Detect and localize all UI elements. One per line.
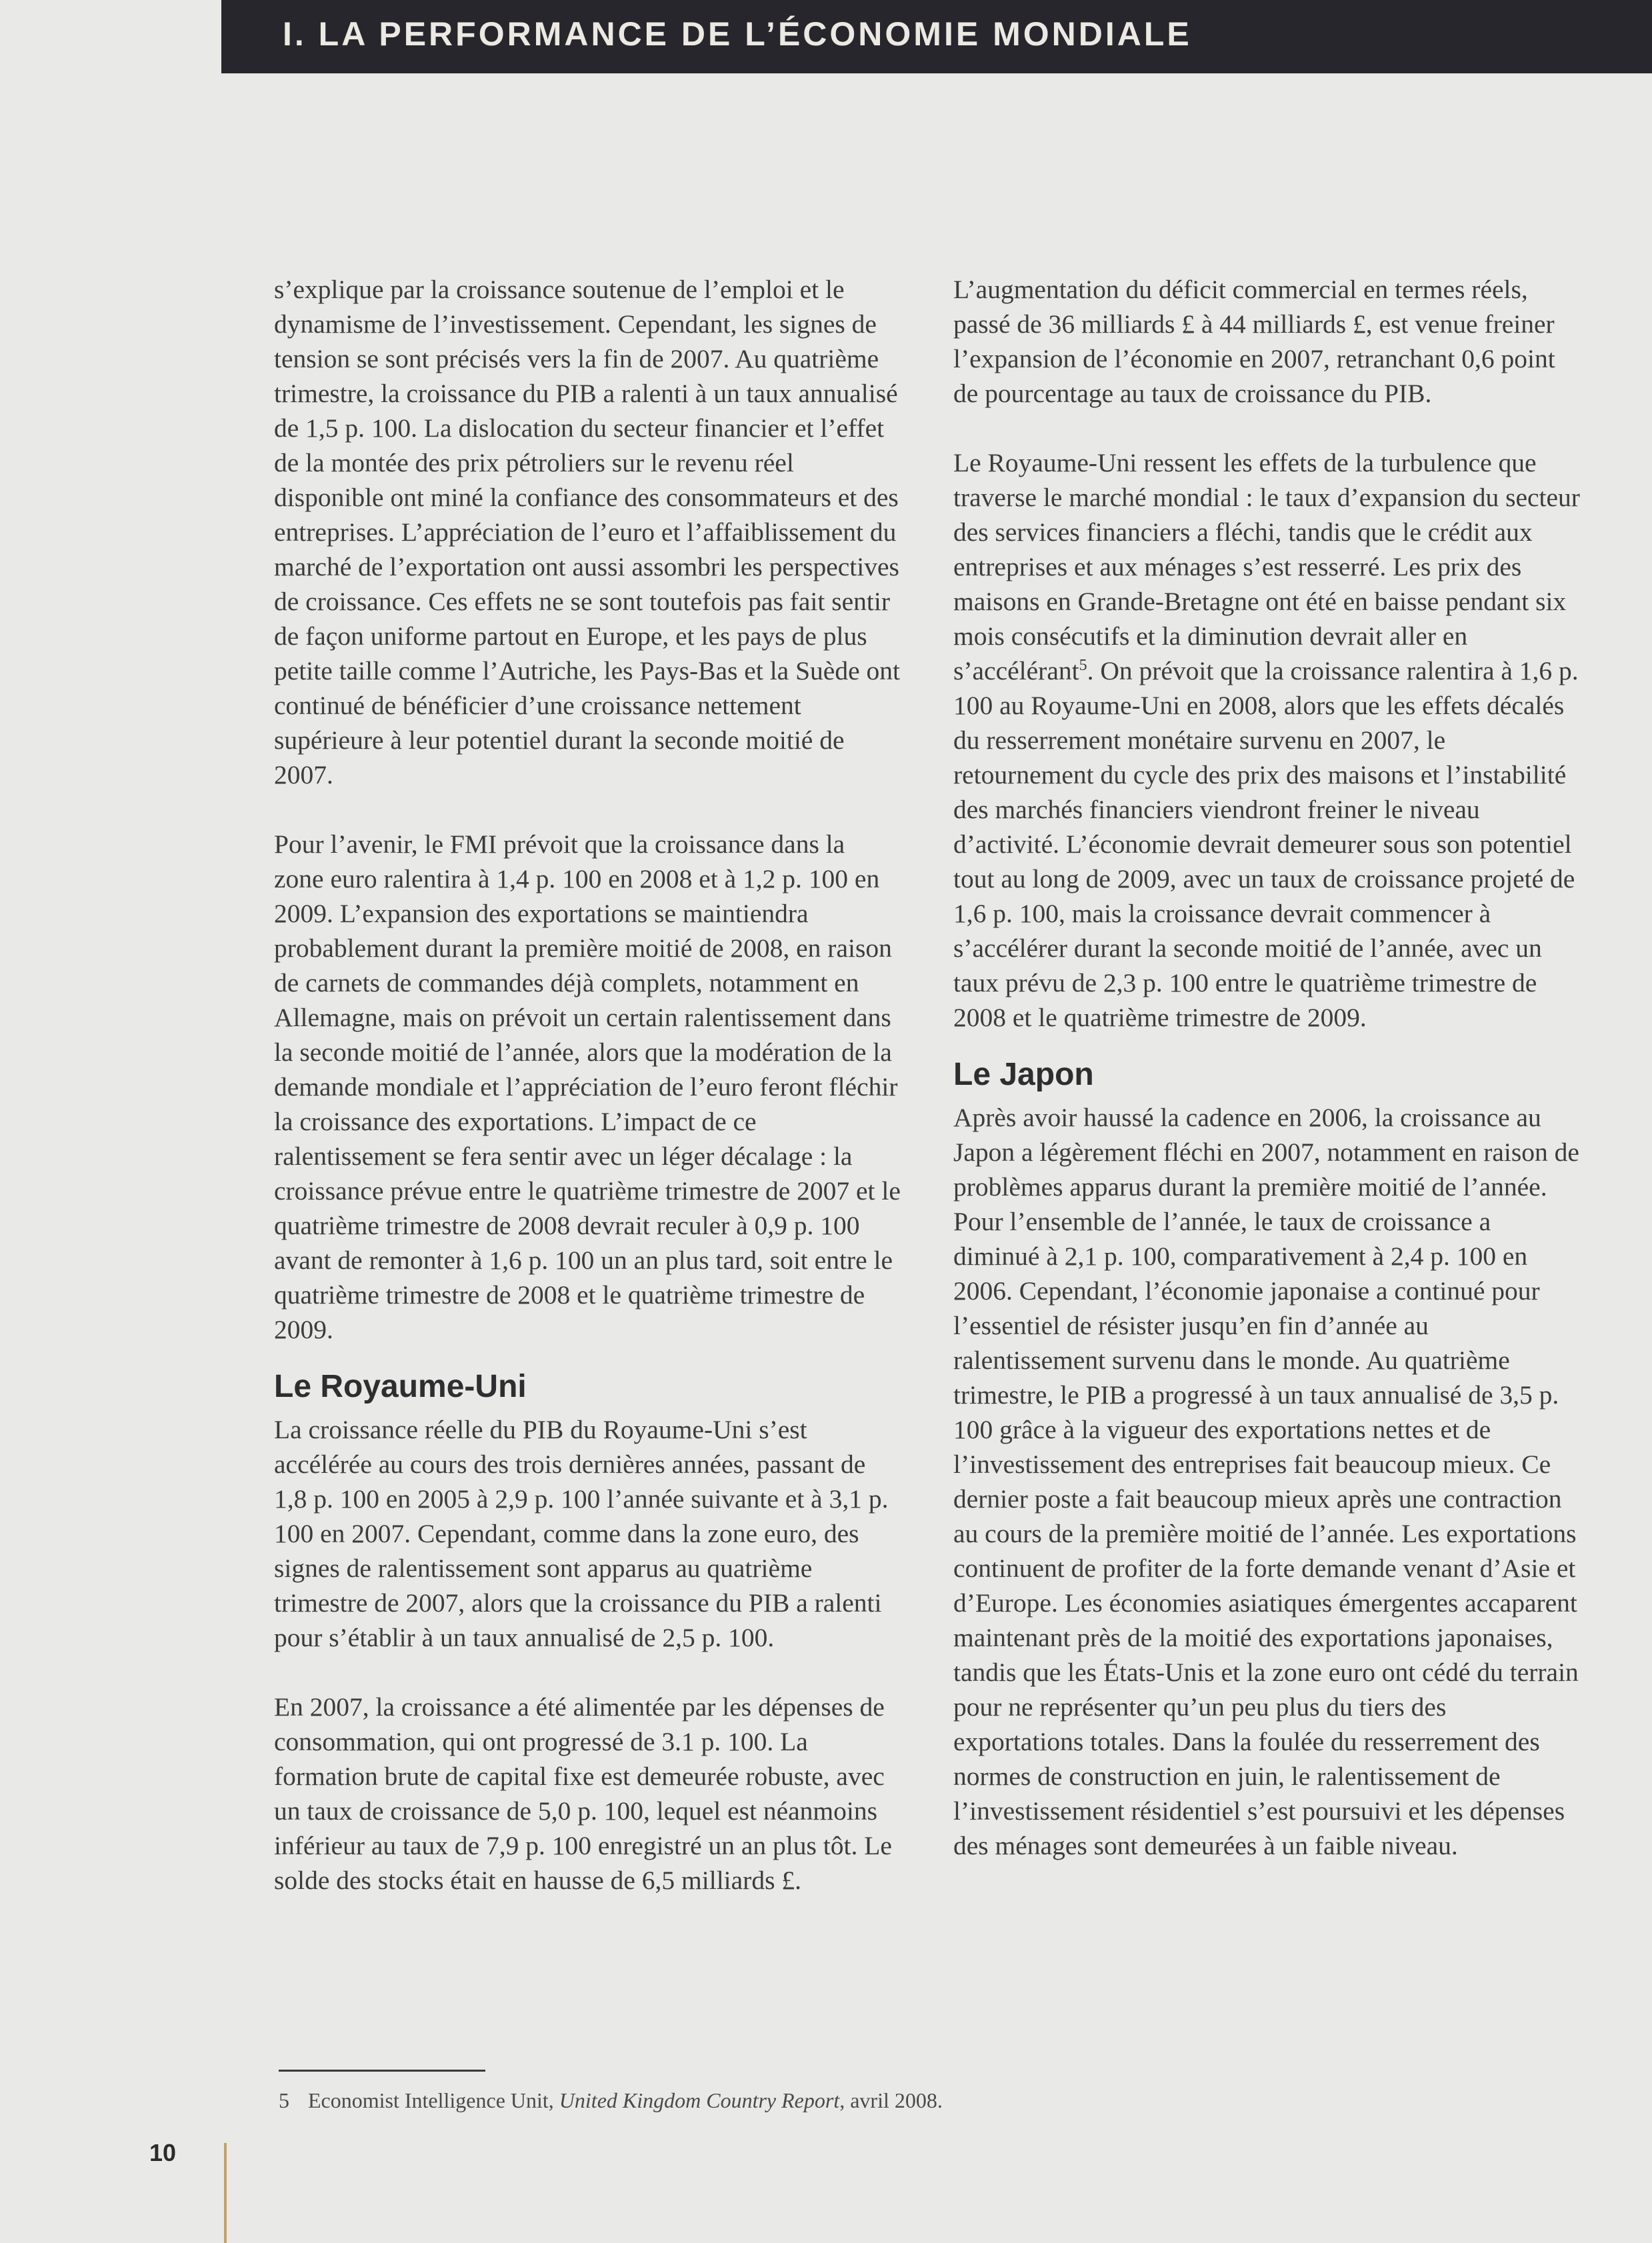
paragraph: Après avoir haussé la cadence en 2006, la croissance au Japon a légèrement fléchi en 2007, notamment en raison de problèmes apparus durant la première moitié de l’année. Pour l’ensemble de l’année, le taux de croissance a diminué à 2,1 p. 100, comparativement à 2,4 p. 100 en 2006. Cependant, l’économie japonaise a continué pour l’essentiel de résister jusqu’en fin d’année au ralentissement survenu dans le monde. Au quatrième trimestre, le PIB a progressé à un taux annualisé de 3,5 p. 100 grâce à la vigueur des exportations nettes et de l’investissement des entreprises fait beaucoup mieux. Ce dernier poste a fait beaucoup mieux après une contraction au cours de la première moitié de l’année. Les exportations continuent de profiter de la forte demande venant d’Asie et d’Europe. Les économies asiatiques émergentes accaparent maintenant près de la moitié des exportations japonaises, tandis que les États-Unis et la zone euro ont cédé du terrain pour ne représenter qu’un peu plus du tiers des exportations totales. Dans la foulée du resserrement des normes de construction en juin, le ralentissement de l’investissement résidentiel s’est poursuivi et les dépenses des ménages sont demeurées à un faible niveau. bbox=[953, 1103, 1579, 1860]
footnote-text-end: , avril 2008. bbox=[839, 2088, 943, 2112]
paragraph: En 2007, la croissance a été alimentée par les dépenses de consommation, qui ont progressé de 3.1 p. 100. La formation brute de capital fixe est demeurée robuste, avec un taux de croissance de 5,0 p. 100, lequel est néanmoins inférieur au taux de 7,9 p. 100 enregistré un an plus tôt. Le solde des stocks était en hausse de 6,5 milliards £. bbox=[274, 1692, 892, 1895]
paragraph-text: Le Royaume-Uni ressent les effets de la turbulence que traverse le marché mondial : le taux d’expansion du secteur des services financiers a fléchi, tandis que le crédit aux entreprises et aux ménages s’est resserré. Les prix des maisons en Grande-Bretagne ont été en baisse pendant six mois consécutifs et la diminution devrait aller en s’accélérant bbox=[953, 448, 1580, 685]
left-column bbox=[274, 272, 901, 1932]
section-heading-uk: Le Royaume-Uni bbox=[274, 1369, 527, 1404]
chapter-title: I. LA PERFORMANCE DE L’ÉCONOMIE MONDIALE bbox=[283, 15, 1192, 53]
footnote-text: Economist Intelligence Unit, bbox=[308, 2088, 559, 2112]
footnote-reference[interactable]: 5 bbox=[1079, 656, 1087, 674]
paragraph: La croissance réelle du PIB du Royaume-Uni s’est accélérée au cours des trois dernières années, passant de 1,8 p. 100 en 2005 à 2,9 p. 100 l’année suivante et à 3,1 p. 100 en 2007. Cependant, comme dans la zone euro, des signes de ralentissement sont apparus au quatrième trimestre de 2007, alors que la croissance du PIB a ralenti pour s’établir à un taux annualisé de 2,5 p. 100. bbox=[274, 1415, 889, 1652]
footnote-divider bbox=[279, 2070, 485, 2072]
page-margin-rule bbox=[224, 2143, 227, 2243]
paragraph: Pour l’avenir, le FMI prévoit que la croissance dans la zone euro ralentira à 1,4 p. 100 en 2008 et à 1,2 p. 100 en 2009. L’expansion des exportations se maintiendra probablement durant la première moitié de 2008, en raison de carnets de commandes déjà complets, notamment en Allemagne, mais on prévoit un certain ralentissement dans la seconde moitié de l’année, alors que la modération de la demande mondiale et l’appréciation de l’euro feront fléchir la croissance des exportations. L’impact de ce ralentissement se fera sentir avec un léger décalage : la croissance prévue entre le quatrième trimestre de 2007 et le quatrième trimestre de 2008 devrait reculer à 0,9 p. 100 avant de remonter à 1,6 p. 100 un an plus tard, soit entre le quatrième trimestre de 2008 et le quatrième trimestre de 2009. bbox=[274, 829, 901, 1344]
paragraph: s’explique par la croissance soutenue de l’emploi et le dynamisme de l’investissement. Cependant, les signes de tension se sont précisés vers la fin de 2007. Au quatrième trimestre, la croissance du PIB a ralenti à un taux annualisé de 1,5 p. 100. La dislocation du secteur financier et l’effet de la montée des prix pétroliers sur le revenu réel disponible ont miné la confiance des consommateurs et des entreprises. L’appréciation de l’euro et l’affaiblissement du marché de l’exportation ont aussi assombri les perspectives de croissance. Ces effets ne se sont toutefois pas fait sentir de façon uniforme partout en Europe, et les pays de plus petite taille comme l’Autriche, les Pays-Bas et la Suède ont continué de bénéficier d’une croissance nettement supérieure à leur potentiel durant la seconde moitié de 2007. bbox=[274, 275, 900, 789]
footnote-number: 5 bbox=[279, 2088, 289, 2112]
page-number: 10 bbox=[149, 2139, 177, 2166]
paragraph-text: . On prévoit que la croissance ralentira à 1,6 p. 100 au Royaume-Uni en 2008, alors que les effets décalés du resserrement monétaire survenu en 2007, le retournement du cycle des prix des maisons et l’instabilité des marchés financiers viendront freiner le niveau d’activité. L’économie devrait demeurer sous son potentiel tout au long de 2009, avec un taux de croissance projeté de 1,6 p. 100, mais la croissance devrait commencer à s’accélérer durant la seconde moitié de l’année, avec un taux prévu de 2,3 p. 100 entre le quatrième trimestre de 2008 et le quatrième trimestre de 2009. bbox=[953, 656, 1579, 1032]
section-heading-japan: Le Japon bbox=[953, 1057, 1094, 1092]
footnote-report-title: United Kingdom Country Report bbox=[559, 2088, 840, 2112]
footnote bbox=[279, 2087, 943, 2114]
paragraph bbox=[953, 445, 1580, 1035]
chapter-header-bar bbox=[221, 0, 1652, 73]
paragraph: L’augmentation du déficit commercial en termes réels, passé de 36 milliards £ à 44 milliards £, est venue freiner l’expansion de l’économie en 2007, retranchant 0,6 point de pourcentage au taux de croissance du PIB. bbox=[953, 275, 1555, 408]
right-column bbox=[953, 272, 1580, 1898]
